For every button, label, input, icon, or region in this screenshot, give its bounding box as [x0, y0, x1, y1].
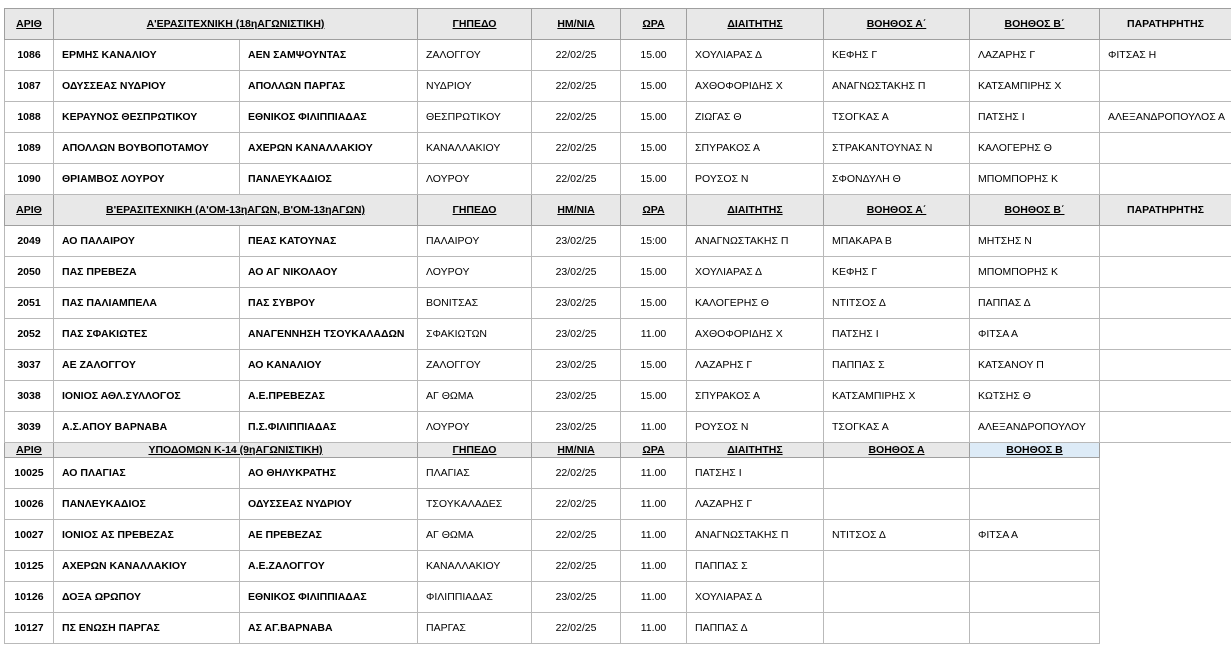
- header-time: ΩΡΑ: [621, 195, 687, 226]
- match-time: 15.00: [621, 350, 687, 381]
- assistant-a: ΤΣΟΓΚΑΣ Α: [824, 102, 970, 133]
- match-id: 1088: [5, 102, 54, 133]
- away-team: ΑΕΝ ΣΑΜΨΟΥΝΤΑΣ: [240, 40, 418, 71]
- away-team: ΕΘΝΙΚΟΣ ΦΙΛΙΠΠΙΑΔΑΣ: [240, 582, 418, 613]
- match-row: [5, 412, 1231, 443]
- assistant-a: ΝΤΙΤΣΟΣ Δ: [824, 288, 970, 319]
- header-date: ΗΜ/ΝΙΑ: [532, 195, 621, 226]
- match-row: [5, 102, 1231, 133]
- referee: ΑΧΘΟΦΟΡΙΔΗΣ Χ: [687, 319, 824, 350]
- assistant-a: ΚΕΦΗΣ Γ: [824, 257, 970, 288]
- section-title: ΥΠΟΔΟΜΩΝ Κ-14 (9ηΑΓΩΝΙΣΤΙΚΗ): [54, 443, 418, 458]
- away-team: ΑΕ ΠΡΕΒΕΖΑΣ: [240, 520, 418, 551]
- home-team: ΙΟΝΙΟΣ ΑΣ ΠΡΕΒΕΖΑΣ: [54, 520, 240, 551]
- assistant-b: ΠΑΠΠΑΣ Δ: [970, 288, 1100, 319]
- referee: ΑΝΑΓΝΩΣΤΑΚΗΣ Π: [687, 226, 824, 257]
- header-venue: ΓΗΠΕΔΟ: [418, 443, 532, 458]
- match-id: 10125: [5, 551, 54, 582]
- venue: ΣΦΑΚΙΩΤΩΝ: [418, 319, 532, 350]
- home-team: ΟΔΥΣΣΕΑΣ ΝΥΔΡΙΟΥ: [54, 71, 240, 102]
- away-team: ΑΝΑΓΕΝΝΗΣΗ ΤΣΟΥΚΑΛΑΔΩΝ: [240, 319, 418, 350]
- referee: ΣΠΥΡΑΚΟΣ Α: [687, 133, 824, 164]
- referee: ΠΑΠΠΑΣ Δ: [687, 613, 824, 644]
- match-time: 11.00: [621, 412, 687, 443]
- match-id: 1090: [5, 164, 54, 195]
- header-date: ΗΜ/ΝΙΑ: [532, 9, 621, 40]
- match-id: 10027: [5, 520, 54, 551]
- away-team: ΑΣ ΑΓ.ΒΑΡΝΑΒΑ: [240, 613, 418, 644]
- match-date: 22/02/25: [532, 489, 621, 520]
- assistant-b: ΦΙΤΣΑ Α: [970, 520, 1100, 551]
- assistant-b: ΜΗΤΣΗΣ Ν: [970, 226, 1100, 257]
- blank-cell: [1100, 489, 1231, 520]
- match-id: 1089: [5, 133, 54, 164]
- venue: ΛΟΥΡΟΥ: [418, 257, 532, 288]
- observer: [1100, 257, 1231, 288]
- match-id: 1086: [5, 40, 54, 71]
- match-row: [5, 458, 1231, 489]
- match-date: 22/02/25: [532, 71, 621, 102]
- match-time: 11.00: [621, 613, 687, 644]
- match-id: 3037: [5, 350, 54, 381]
- home-team: ΚΕΡΑΥΝΟΣ ΘΕΣΠΡΩΤΙΚΟΥ: [54, 102, 240, 133]
- match-date: 22/02/25: [532, 551, 621, 582]
- assistant-a: [824, 458, 970, 489]
- assistant-a: ΣΦΟΝΔΥΛΗ Θ: [824, 164, 970, 195]
- home-team: Α.Σ.ΑΠΟΥ ΒΑΡΝΑΒΑ: [54, 412, 240, 443]
- assistant-a: ΑΝΑΓΝΩΣΤΑΚΗΣ Π: [824, 71, 970, 102]
- match-time: 11.00: [621, 520, 687, 551]
- venue: ΖΑΛΟΓΓΟΥ: [418, 350, 532, 381]
- assistant-b: [970, 458, 1100, 489]
- match-date: 22/02/25: [532, 133, 621, 164]
- match-date: 22/02/25: [532, 458, 621, 489]
- match-date: 23/02/25: [532, 582, 621, 613]
- match-id: 2051: [5, 288, 54, 319]
- header-assistant-b: ΒΟΗΘΟΣ Β΄: [970, 9, 1100, 40]
- venue: ΚΑΝΑΛΛΑΚΙΟΥ: [418, 133, 532, 164]
- assistant-b: [970, 613, 1100, 644]
- observer: [1100, 164, 1231, 195]
- section-title: Α'ΕΡΑΣΙΤΕΧΝΙΚΗ (18ηΑΓΩΝΙΣΤΙΚΗ): [54, 9, 418, 40]
- home-team: ΑΟ ΠΑΛΑΙΡΟΥ: [54, 226, 240, 257]
- home-team: ΙΟΝΙΟΣ ΑΘΛ.ΣΥΛΛΟΓΟΣ: [54, 381, 240, 412]
- venue: ΖΑΛΟΓΓΟΥ: [418, 40, 532, 71]
- header-assistant-b: ΒΟΗΘΟΣ Β: [970, 443, 1100, 458]
- observer: [1100, 71, 1231, 102]
- assistant-a: [824, 551, 970, 582]
- match-row: [5, 520, 1231, 551]
- assistant-b: [970, 582, 1100, 613]
- assistant-a: ΠΑΠΠΑΣ Σ: [824, 350, 970, 381]
- match-row: [5, 133, 1231, 164]
- header-date: ΗΜ/ΝΙΑ: [532, 443, 621, 458]
- venue: ΑΓ ΘΩΜΑ: [418, 520, 532, 551]
- match-row: [5, 350, 1231, 381]
- venue: ΚΑΝΑΛΛΑΚΙΟΥ: [418, 551, 532, 582]
- match-time: 11.00: [621, 582, 687, 613]
- match-time: 15.00: [621, 133, 687, 164]
- match-row: [5, 257, 1231, 288]
- match-time: 15.00: [621, 40, 687, 71]
- match-time: 11.00: [621, 489, 687, 520]
- blank-cell: [1100, 582, 1231, 613]
- match-time: 15.00: [621, 71, 687, 102]
- match-date: 23/02/25: [532, 381, 621, 412]
- assistant-b: ΜΠΟΜΠΟΡΗΣ Κ: [970, 257, 1100, 288]
- header-referee: ΔΙΑΙΤΗΤΗΣ: [687, 443, 824, 458]
- referee: ΚΑΛΟΓΕΡΗΣ Θ: [687, 288, 824, 319]
- away-team: ΠΑΝΛΕΥΚΑΔΙΟΣ: [240, 164, 418, 195]
- observer: [1100, 288, 1231, 319]
- venue: ΠΑΛΑΙΡΟΥ: [418, 226, 532, 257]
- header-time: ΩΡΑ: [621, 9, 687, 40]
- venue: ΛΟΥΡΟΥ: [418, 412, 532, 443]
- away-team: ΑΟ ΚΑΝΑΛΙΟΥ: [240, 350, 418, 381]
- header-assistant-a: ΒΟΗΘΟΣ Α΄: [824, 195, 970, 226]
- home-team: ΑΕ ΖΑΛΟΓΓΟΥ: [54, 350, 240, 381]
- away-team: Π.Σ.ΦΙΛΙΠΠΙΑΔΑΣ: [240, 412, 418, 443]
- match-row: [5, 319, 1231, 350]
- match-id: 10025: [5, 458, 54, 489]
- observer: [1100, 226, 1231, 257]
- assistant-b: ΑΛΕΞΑΝΔΡΟΠΟΥΛΟΥ: [970, 412, 1100, 443]
- match-time: 15.00: [621, 164, 687, 195]
- match-row: [5, 40, 1231, 71]
- match-row: [5, 551, 1231, 582]
- referee: ΡΟΥΣΟΣ Ν: [687, 412, 824, 443]
- blank-cell: [1100, 551, 1231, 582]
- match-date: 22/02/25: [532, 40, 621, 71]
- assistant-b: ΚΑΛΟΓΕΡΗΣ Θ: [970, 133, 1100, 164]
- section-title: Β'ΕΡΑΣΙΤΕΧΝΙΚΗ (Α'ΟΜ-13ηΑΓΩΝ, Β'ΟΜ-13ηΑΓΩΝ): [54, 195, 418, 226]
- section-header-row: [5, 195, 1231, 226]
- observer: ΑΛΕΞΑΝΔΡΟΠΟΥΛΟΣ Α: [1100, 102, 1231, 133]
- match-time: 11.00: [621, 319, 687, 350]
- venue: ΠΛΑΓΙΑΣ: [418, 458, 532, 489]
- venue: ΛΟΥΡΟΥ: [418, 164, 532, 195]
- match-time: 15.00: [621, 381, 687, 412]
- match-date: 23/02/25: [532, 257, 621, 288]
- match-time: 15.00: [621, 288, 687, 319]
- referee: ΣΠΥΡΑΚΟΣ Α: [687, 381, 824, 412]
- assistant-b: ΜΠΟΜΠΟΡΗΣ Κ: [970, 164, 1100, 195]
- header-id: ΑΡΙΘ: [5, 443, 54, 458]
- assistant-a: [824, 582, 970, 613]
- assistant-a: ΚΕΦΗΣ Γ: [824, 40, 970, 71]
- header-assistant-a: ΒΟΗΘΟΣ Α΄: [824, 9, 970, 40]
- match-date: 23/02/25: [532, 226, 621, 257]
- home-team: ΕΡΜΗΣ ΚΑΝΑΛΙΟΥ: [54, 40, 240, 71]
- header-observer: ΠΑΡΑΤΗΡΗΤΗΣ: [1100, 195, 1231, 226]
- assistant-a: ΣΤΡΑΚΑΝΤΟΥΝΑΣ Ν: [824, 133, 970, 164]
- assistant-b: ΠΑΤΣΗΣ Ι: [970, 102, 1100, 133]
- match-date: 22/02/25: [532, 102, 621, 133]
- header-referee: ΔΙΑΙΤΗΤΗΣ: [687, 9, 824, 40]
- assistant-b: ΚΑΤΣΑΜΠΙΡΗΣ Χ: [970, 71, 1100, 102]
- assistant-a: [824, 489, 970, 520]
- header-id: ΑΡΙΘ: [5, 195, 54, 226]
- observer: [1100, 319, 1231, 350]
- home-team: ΑΟ ΠΛΑΓΙΑΣ: [54, 458, 240, 489]
- match-date: 22/02/25: [532, 164, 621, 195]
- section-header-row: [5, 443, 1231, 458]
- header-id: ΑΡΙΘ: [5, 9, 54, 40]
- match-time: 15.00: [621, 257, 687, 288]
- match-id: 10026: [5, 489, 54, 520]
- referee: ΠΑΠΠΑΣ Σ: [687, 551, 824, 582]
- referee: ΛΑΖΑΡΗΣ Γ: [687, 350, 824, 381]
- away-team: ΠΑΣ ΣΥΒΡΟΥ: [240, 288, 418, 319]
- venue: ΦΙΛΙΠΠΙΑΔΑΣ: [418, 582, 532, 613]
- match-time: 11.00: [621, 551, 687, 582]
- assistant-b: ΛΑΖΑΡΗΣ Γ: [970, 40, 1100, 71]
- away-team: ΟΔΥΣΣΕΑΣ ΝΥΔΡΙΟΥ: [240, 489, 418, 520]
- blank-cell: [1100, 458, 1231, 489]
- venue: ΤΣΟΥΚΑΛΑΔΕΣ: [418, 489, 532, 520]
- home-team: ΑΧΕΡΩΝ ΚΑΝΑΛΛΑΚΙΟΥ: [54, 551, 240, 582]
- assistant-b: [970, 489, 1100, 520]
- match-time: 15.00: [621, 102, 687, 133]
- referee: ΧΟΥΛΙΑΡΑΣ Δ: [687, 257, 824, 288]
- venue: ΠΑΡΓΑΣ: [418, 613, 532, 644]
- blank-cell: [1100, 613, 1231, 644]
- away-team: ΠΕΑΣ ΚΑΤΟΥΝΑΣ: [240, 226, 418, 257]
- referee: ΧΟΥΛΙΑΡΑΣ Δ: [687, 40, 824, 71]
- venue: ΒΟΝΙΤΣΑΣ: [418, 288, 532, 319]
- away-team: Α.Ε.ΖΑΛΟΓΓΟΥ: [240, 551, 418, 582]
- venue: ΑΓ ΘΩΜΑ: [418, 381, 532, 412]
- referee: ΖΙΩΓΑΣ Θ: [687, 102, 824, 133]
- assistant-a: [824, 613, 970, 644]
- venue: ΘΕΣΠΡΩΤΙΚΟΥ: [418, 102, 532, 133]
- assistant-a: ΠΑΤΣΗΣ Ι: [824, 319, 970, 350]
- away-team: ΑΟ ΑΓ ΝΙΚΟΛΑΟΥ: [240, 257, 418, 288]
- observer: [1100, 133, 1231, 164]
- header-assistant-b: ΒΟΗΘΟΣ Β΄: [970, 195, 1100, 226]
- match-date: 22/02/25: [532, 613, 621, 644]
- match-id: 2049: [5, 226, 54, 257]
- assistant-b: [970, 551, 1100, 582]
- match-row: [5, 71, 1231, 102]
- assistant-b: ΚΩΤΣΗΣ Θ: [970, 381, 1100, 412]
- match-row: [5, 226, 1231, 257]
- match-date: 23/02/25: [532, 288, 621, 319]
- venue: ΝΥΔΡΙΟΥ: [418, 71, 532, 102]
- match-date: 22/02/25: [532, 520, 621, 551]
- assistant-a: ΝΤΙΤΣΟΣ Δ: [824, 520, 970, 551]
- match-date: 23/02/25: [532, 319, 621, 350]
- match-row: [5, 613, 1231, 644]
- match-time: 15:00: [621, 226, 687, 257]
- home-team: ΠΑΣ ΠΡΕΒΕΖΑ: [54, 257, 240, 288]
- match-date: 23/02/25: [532, 350, 621, 381]
- match-row: [5, 164, 1231, 195]
- referee: ΠΑΤΣΗΣ Ι: [687, 458, 824, 489]
- header-venue: ΓΗΠΕΔΟ: [418, 9, 532, 40]
- home-team: ΠΑΣ ΣΦΑΚΙΩΤΕΣ: [54, 319, 240, 350]
- header-blank: [1100, 443, 1231, 458]
- match-id: 1087: [5, 71, 54, 102]
- observer: ΦΙΤΣΑΣ Η: [1100, 40, 1231, 71]
- header-venue: ΓΗΠΕΔΟ: [418, 195, 532, 226]
- match-id: 10127: [5, 613, 54, 644]
- home-team: ΔΟΞΑ ΩΡΩΠΟΥ: [54, 582, 240, 613]
- home-team: ΠΑΝΛΕΥΚΑΔΙΟΣ: [54, 489, 240, 520]
- match-id: 2052: [5, 319, 54, 350]
- assistant-a: ΤΣΟΓΚΑΣ Α: [824, 412, 970, 443]
- assistant-b: ΦΙΤΣΑ Α: [970, 319, 1100, 350]
- referee: ΛΑΖΑΡΗΣ Γ: [687, 489, 824, 520]
- observer: [1100, 381, 1231, 412]
- away-team: ΑΠΟΛΛΩΝ ΠΑΡΓΑΣ: [240, 71, 418, 102]
- assistant-a: ΜΠΑΚΑΡΑ Β: [824, 226, 970, 257]
- referee: ΑΝΑΓΝΩΣΤΑΚΗΣ Π: [687, 520, 824, 551]
- header-referee: ΔΙΑΙΤΗΤΗΣ: [687, 195, 824, 226]
- match-time: 11.00: [621, 458, 687, 489]
- match-row: [5, 381, 1231, 412]
- home-team: ΘΡΙΑΜΒΟΣ ΛΟΥΡΟΥ: [54, 164, 240, 195]
- referee: ΡΟΥΣΟΣ Ν: [687, 164, 824, 195]
- match-id: 3039: [5, 412, 54, 443]
- header-assistant-a: ΒΟΗΘΟΣ Α: [824, 443, 970, 458]
- assistant-a: ΚΑΤΣΑΜΠΙΡΗΣ Χ: [824, 381, 970, 412]
- match-id: 10126: [5, 582, 54, 613]
- match-id: 3038: [5, 381, 54, 412]
- match-date: 23/02/25: [532, 412, 621, 443]
- referee: ΑΧΘΟΦΟΡΙΔΗΣ Χ: [687, 71, 824, 102]
- away-team: ΕΘΝΙΚΟΣ ΦΙΛΙΠΠΙΑΔΑΣ: [240, 102, 418, 133]
- match-id: 2050: [5, 257, 54, 288]
- header-time: ΩΡΑ: [621, 443, 687, 458]
- blank-cell: [1100, 520, 1231, 551]
- match-row: [5, 288, 1231, 319]
- away-team: ΑΟ ΘΗΛΥΚΡΑΤΗΣ: [240, 458, 418, 489]
- observer: [1100, 412, 1231, 443]
- fixtures-table: [4, 8, 1231, 644]
- referee: ΧΟΥΛΙΑΡΑΣ Δ: [687, 582, 824, 613]
- observer: [1100, 350, 1231, 381]
- home-team: ΠΣ ΕΝΩΣΗ ΠΑΡΓΑΣ: [54, 613, 240, 644]
- away-team: Α.Ε.ΠΡΕΒΕΖΑΣ: [240, 381, 418, 412]
- header-observer: ΠΑΡΑΤΗΡΗΤΗΣ: [1100, 9, 1231, 40]
- away-team: ΑΧΕΡΩΝ ΚΑΝΑΛΛΑΚΙΟΥ: [240, 133, 418, 164]
- home-team: ΑΠΟΛΛΩΝ ΒΟΥΒΟΠΟΤΑΜΟΥ: [54, 133, 240, 164]
- match-row: [5, 489, 1231, 520]
- section-header-row: [5, 9, 1231, 40]
- home-team: ΠΑΣ ΠΑΛΙΑΜΠΕΛΑ: [54, 288, 240, 319]
- assistant-b: ΚΑΤΣΑΝΟΥ Π: [970, 350, 1100, 381]
- match-row: [5, 582, 1231, 613]
